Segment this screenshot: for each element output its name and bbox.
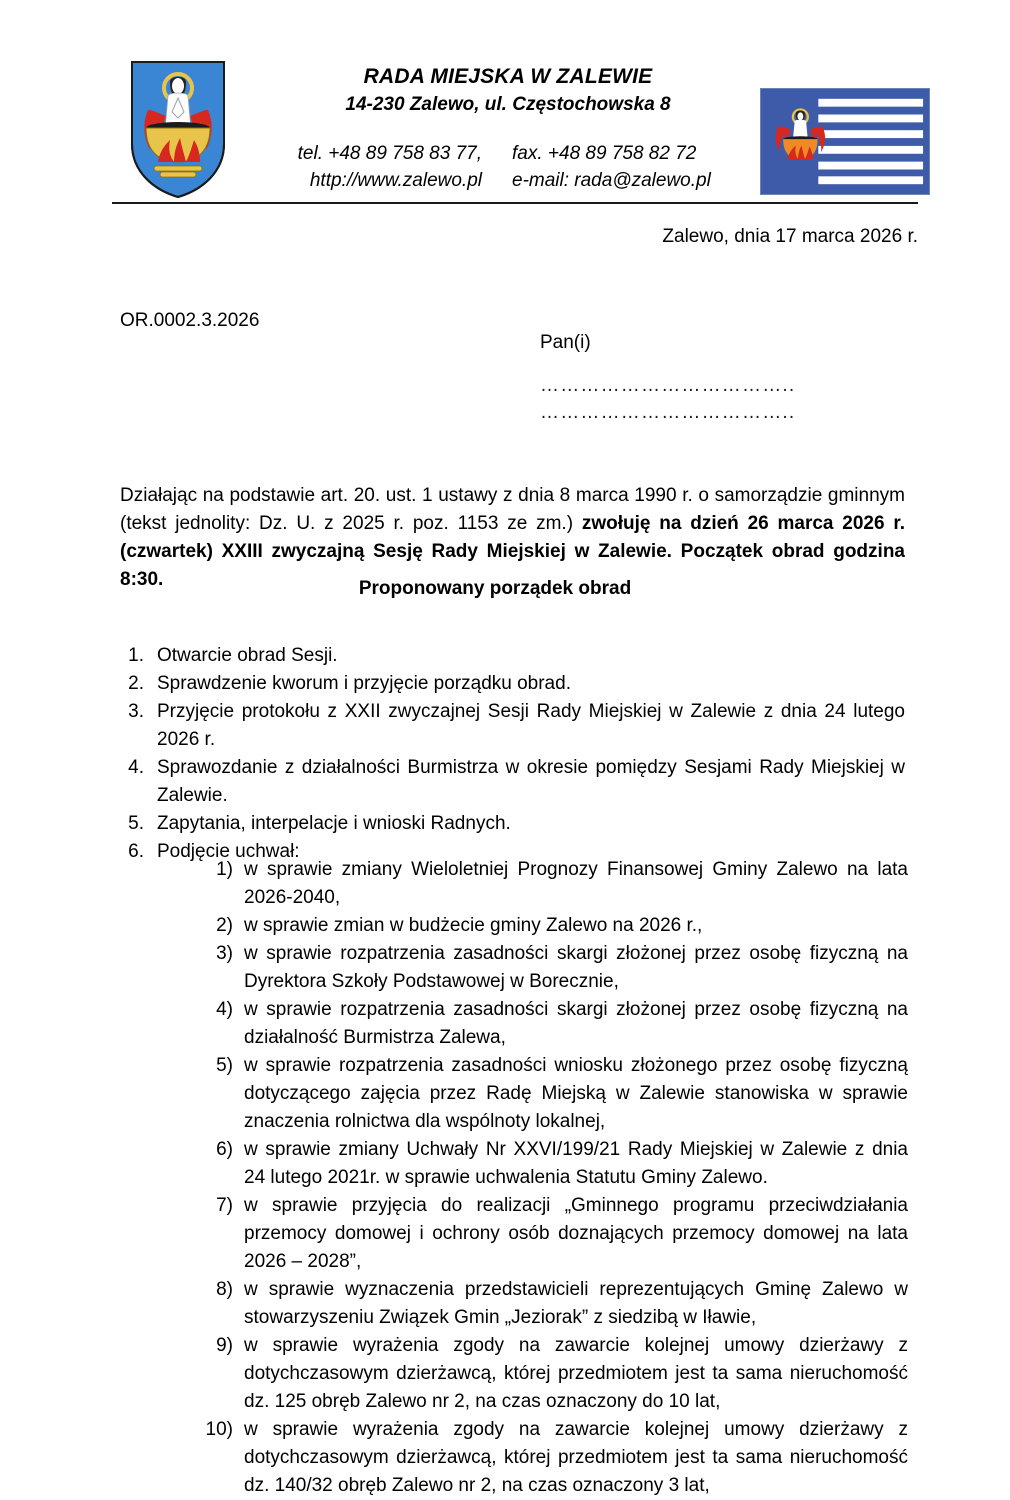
agenda-item-text: Zapytania, interpelacje i wnioski Radnych. [157, 813, 511, 834]
coat-of-arms-icon [128, 58, 228, 200]
resolution-marker: 4) [216, 999, 233, 1020]
agenda-item-marker: 5. [128, 813, 144, 834]
resolution-item [196, 996, 908, 1052]
contact-row-phone [250, 140, 770, 167]
resolution-item [196, 1276, 908, 1332]
resolution-text: w sprawie wyrażenia zgody na zawarcie kolejnej umowy dzierżawy z dotychczasowym dzierżawcą, której przedmiotem jest ta sama nieruchomość dz. 125 obręb Zalewo nr 2, na czas oznaczony do 10 lat, [244, 1335, 908, 1412]
organization-name: RADA MIEJSKA W ZALEWIE [363, 65, 653, 88]
letterhead [0, 0, 1010, 210]
agenda-item-marker: 4. [128, 757, 144, 778]
agenda-item [120, 754, 905, 810]
agenda-item [120, 670, 905, 698]
addressee-dotted-lines [540, 372, 795, 426]
dotted-line-1: ……………………………….. [540, 375, 796, 396]
resolution-text: w sprawie rozpatrzenia zasadności wniosku złożonego przez osobę fizyczną dotyczącego zajęcia przez Radę Miejską w Zalewie stanowiska w sprawie znaczenia rolnictwa dla wspólnoty lokalnej, [244, 1055, 908, 1132]
resolution-marker: 3) [216, 943, 233, 964]
agenda-item [120, 642, 905, 670]
resolution-item [196, 856, 908, 912]
resolution-text: w sprawie rozpatrzenia zasadności skargi złożonej przez osobę fizyczną na Dyrektora Szkoły Podstawowej w Borecznie, [244, 943, 908, 992]
letterhead-title-block [248, 62, 768, 119]
resolution-item [196, 1192, 908, 1276]
agenda-item-text: Sprawozdanie z działalności Burmistrza w okresie pomiędzy Sesjami Rady Miejskiej w Zalewie. [157, 757, 905, 806]
intro-bold-text: zwołuję na dzień 26 marca 2026 r. (czwartek) XXIII zwyczajną Sesję Rady Miejskiej w Zalewie. Początek obrad godzina 8:30. [120, 513, 905, 590]
resolution-text: w sprawie rozpatrzenia zasadności skargi złożonej przez osobę fizyczną na działalność Burmistrza Zalewa, [244, 999, 908, 1048]
agenda-item-marker: 6. [128, 841, 144, 862]
addressee-label: Pan(i) [540, 332, 591, 353]
resolution-marker: 8) [216, 1279, 233, 1300]
dotted-line-2: ……………………………….. [540, 402, 796, 423]
resolutions-list [196, 856, 908, 1500]
resolution-item [196, 1052, 908, 1136]
resolution-item [196, 1332, 908, 1416]
agenda-item-marker: 2. [128, 673, 144, 694]
resolution-marker: 6) [216, 1139, 233, 1160]
contact-row-online [250, 167, 770, 194]
agenda-item [120, 810, 905, 838]
organization-address: 14-230 Zalewo, ul. Częstochowska 8 [345, 94, 671, 115]
agenda-item-text: Sprawdzenie kworum i przyjęcie porządku obrad. [157, 673, 571, 694]
agenda-item-text: Przyjęcie protokołu z XXII zwyczajnej Sesji Rady Miejskiej w Zalewie z dnia 24 lutego 2026 r. [157, 701, 905, 750]
resolution-text: w sprawie zmian w budżecie gminy Zalewo na 2026 r., [244, 915, 703, 936]
email-link[interactable]: e-mail: rada@zalewo.pl [512, 170, 711, 191]
agenda-item-text: Podjęcie uchwał: [157, 841, 300, 862]
resolution-marker: 1) [216, 859, 233, 880]
municipal-flag-icon [760, 88, 930, 195]
resolution-text: w sprawie wyrażenia zgody na zawarcie kolejnej umowy dzierżawy z dotychczasowym dzierżawcą, której przedmiotem jest ta sama nieruchomość dz. 140/32 obręb Zalewo nr 2, na czas oznaczony 3 lat, [244, 1419, 908, 1496]
resolution-text: w sprawie przyjęcia do realizacji „Gminnego programu przeciwdziałania przemocy domowej i ochrony osób doznających przemocy domowej na lata 2026 – 2028”, [244, 1195, 908, 1272]
agenda-list [120, 642, 905, 866]
resolution-item [196, 1136, 908, 1192]
resolution-marker: 7) [216, 1195, 233, 1216]
resolution-item [196, 1416, 908, 1500]
contact-block [250, 140, 770, 194]
intro-plain-text: Działając na podstawie art. 20. ust. 1 ustawy z dnia 8 marca 1990 r. o samorządzie gminnym (tekst jednolity: Dz. U. z 2025 r. poz. 1153 ze zm.) [120, 485, 905, 534]
resolution-item [196, 940, 908, 996]
resolution-text: w sprawie zmiany Uchwały Nr XXVI/199/21 Rady Miejskiej w Zalewie z dnia 24 lutego 2021r. w sprawie uchwalenia Statutu Gminy Zalewo. [244, 1139, 908, 1188]
resolution-marker: 10) [205, 1419, 233, 1440]
fax: fax. +48 89 758 82 72 [512, 143, 697, 164]
agenda-item [120, 698, 905, 754]
resolution-text: w sprawie wyznaczenia przedstawicieli reprezentujących Gminę Zalewo w stowarzyszeniu Związek Gmin „Jeziorak” z siedzibą w Iławie, [244, 1279, 908, 1328]
header-divider [112, 202, 918, 204]
agenda-item-marker: 3. [128, 701, 144, 722]
agenda-title: Proponowany porządek obrad [358, 578, 632, 599]
reference-number: OR.0002.3.2026 [120, 310, 260, 331]
resolution-text: w sprawie zmiany Wieloletniej Prognozy Finansowej Gminy Zalewo na lata 2026-2040, [244, 859, 908, 908]
place-and-date: Zalewo, dnia 17 marca 2026 r. [662, 226, 918, 247]
agenda-item-text: Otwarcie obrad Sesji. [157, 645, 338, 666]
resolution-item [196, 912, 908, 940]
website-link[interactable]: http://www.zalewo.pl [309, 170, 482, 191]
resolution-marker: 5) [216, 1055, 233, 1076]
telephone: tel. +48 89 758 83 77, [297, 143, 482, 164]
resolution-marker: 2) [216, 915, 233, 936]
resolution-marker: 9) [216, 1335, 233, 1356]
agenda-item-marker: 1. [128, 645, 144, 666]
